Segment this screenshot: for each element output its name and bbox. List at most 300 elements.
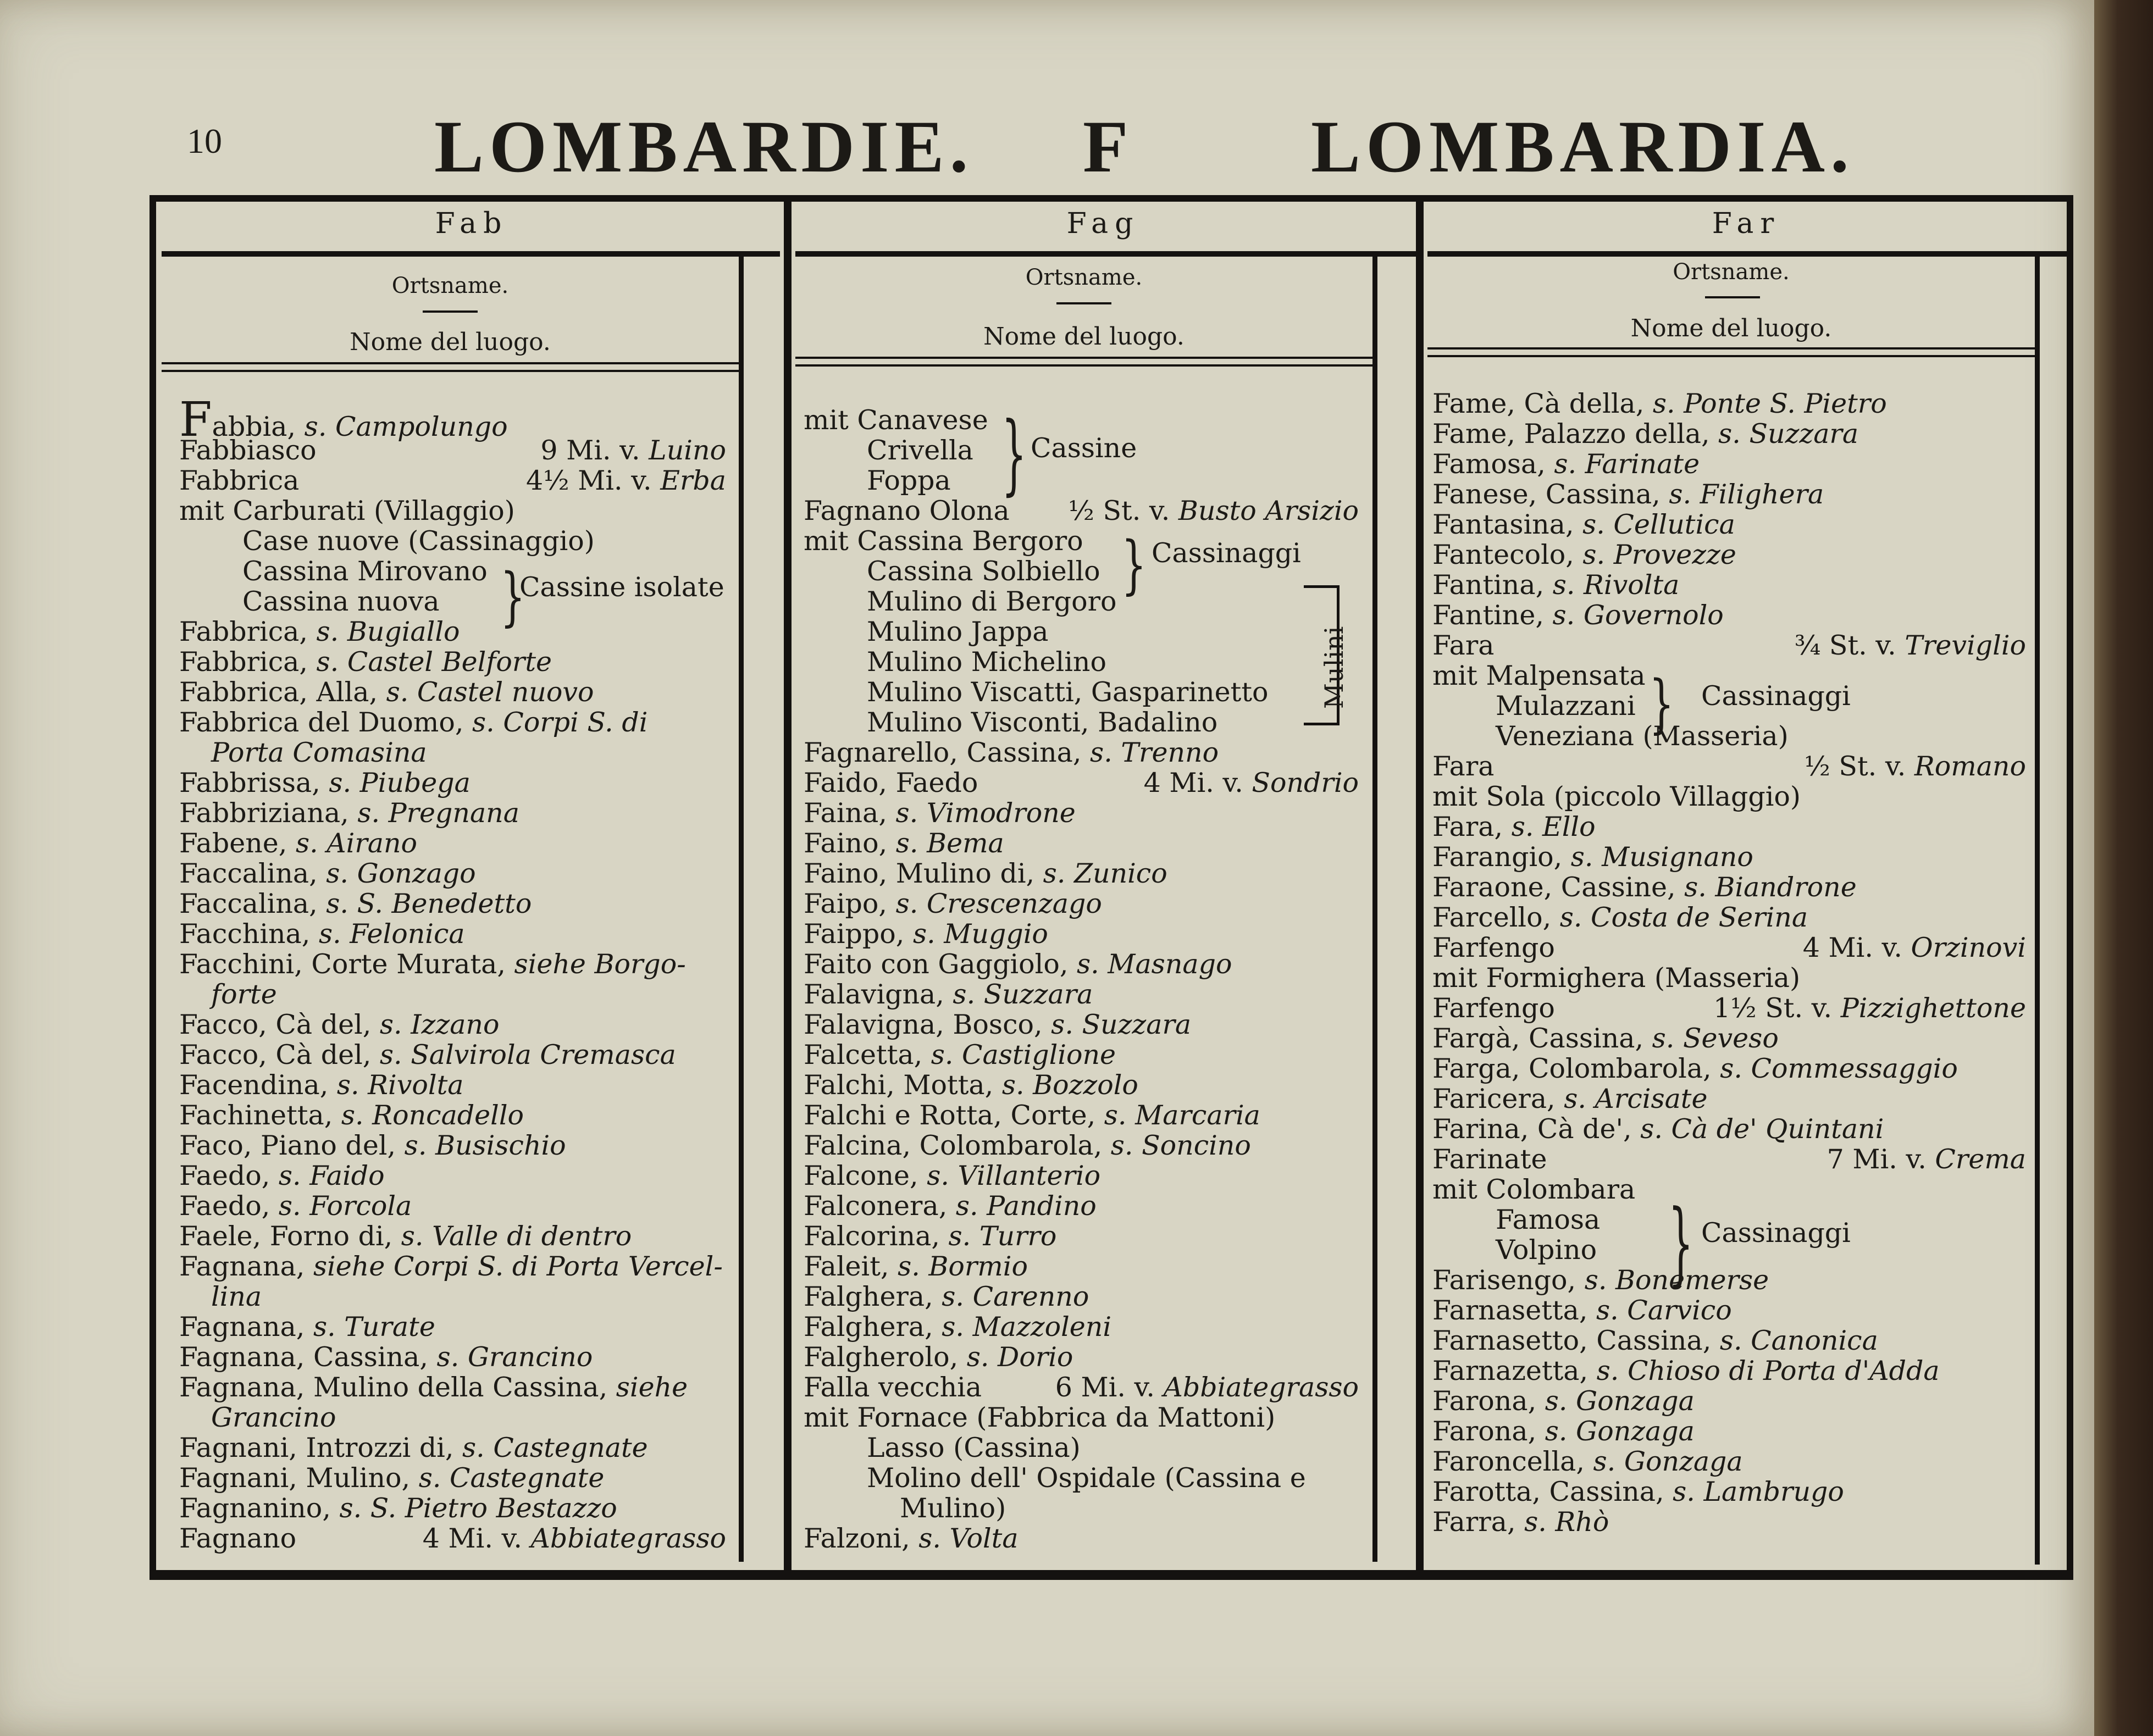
entry-row — [1432, 509, 2026, 540]
entry-name: Falgherolo, — [804, 1341, 959, 1373]
heading-double-rule — [795, 357, 1374, 367]
entry-name: Crivella — [867, 435, 973, 466]
entry-name: Falghera, — [804, 1311, 933, 1343]
entry-row — [1432, 963, 2026, 993]
entry-reference: s. Pandino — [955, 1190, 1097, 1222]
column-title: Fag — [1066, 207, 1140, 240]
entry-name: Faippo, — [804, 918, 905, 950]
entry-name: Farona, — [1432, 1385, 1537, 1417]
entry-name: mit Cassina Bergoro — [804, 525, 1083, 557]
distance-place: Sondrio — [1252, 767, 1359, 798]
entry-name: mit Carburati (Villaggio) — [179, 495, 515, 526]
entry-name: Fantasina, — [1432, 509, 1574, 540]
brace-label: Cassinaggi — [1701, 680, 1851, 712]
distance-place: Erba — [660, 465, 726, 496]
entry-name: Cassina nuova — [242, 586, 440, 617]
entry-row — [804, 405, 1359, 435]
entry-name: Fagnani, Mulino, — [179, 1462, 411, 1494]
entry-name: Fabbrica, Alla, — [179, 676, 378, 708]
entry-row — [804, 1191, 1359, 1221]
entry-reference: s. Bema — [895, 828, 1004, 859]
entry-reference: s. Rhò — [1524, 1506, 1609, 1538]
entry-row — [804, 647, 1359, 677]
inner-rule — [739, 254, 744, 1562]
entry-reference: siehe — [616, 1372, 688, 1403]
column-fag — [787, 202, 1419, 1570]
heading-rule — [1705, 296, 1760, 298]
entry-reference: s. Bugiallo — [316, 616, 460, 647]
entry-row — [1432, 872, 2026, 902]
entry-list — [804, 405, 1359, 1554]
entry-name: mit Fornace (Fabbrica da Mattoni) — [804, 1402, 1276, 1433]
entry-row — [804, 889, 1359, 919]
entry-name: Fanese, Cassina, — [1432, 479, 1661, 510]
entry-row — [1432, 479, 2026, 509]
entry-name: Fagnana, — [179, 1311, 305, 1343]
entry-row — [804, 1523, 1359, 1554]
entry-name: Faraone, Cassine, — [1432, 872, 1676, 903]
entry-row — [1432, 1507, 2026, 1537]
entry-name: Farnasetta, — [1432, 1295, 1588, 1326]
entry-reference: s. Turate — [313, 1311, 435, 1343]
entry-name: Fantine, — [1432, 600, 1544, 631]
book-gutter — [2094, 0, 2153, 1736]
entry-reference: s. Volta — [918, 1523, 1019, 1554]
entry-name: Fabbriziana, — [179, 797, 349, 829]
entry-reference: s. Vimodrone — [895, 797, 1076, 829]
entry-distance — [1795, 630, 2026, 661]
entry-reference: s. Felonica — [318, 918, 465, 950]
entry-name: Facchina, — [179, 918, 311, 950]
entry-name: Faito con Gaggiolo, — [804, 949, 1069, 980]
title-rule — [162, 251, 780, 257]
entry-reference: s. Marcaria — [1104, 1100, 1260, 1131]
entry-row — [179, 1312, 726, 1342]
entry-reference: s. Rivolta — [1552, 569, 1680, 601]
distance-value: 6 Mi. v. — [1055, 1372, 1164, 1403]
entry-row — [1432, 781, 2026, 812]
entry-reference: s. Suzzara — [953, 979, 1093, 1010]
entry-name: Mulazzani — [1496, 690, 1636, 722]
entry-name: Fagnana, Cassina, — [179, 1341, 428, 1373]
entry-name: Falconera, — [804, 1190, 948, 1222]
entry-name: mit Canavese — [804, 404, 988, 436]
entry-name: Falcina, Colombarola, — [804, 1130, 1103, 1161]
entry-name: Fabbrica — [179, 465, 300, 496]
entry-reference: s. Izzano — [379, 1009, 500, 1040]
entry-name: Falcetta, — [804, 1039, 923, 1071]
entry-name: Facco, Cà del, — [179, 1009, 372, 1040]
entry-name: abbia, — [212, 411, 296, 442]
entry-row — [804, 465, 1359, 496]
entry-reference: s. Lambrugo — [1673, 1476, 1844, 1507]
entry-reference: s. Valle di dentro — [401, 1221, 632, 1252]
entry-row — [804, 1130, 1359, 1161]
entry-row — [179, 1100, 726, 1130]
entry-row — [1432, 540, 2026, 570]
entry-name: Facco, Cà del, — [179, 1039, 372, 1071]
entry-name: Falzoni, — [804, 1523, 910, 1554]
brace-label: Cassinaggi — [1701, 1217, 1851, 1249]
distance-value: ½ St. v. — [1804, 751, 1914, 782]
entry-name: Farina, Cà de', — [1432, 1113, 1632, 1145]
entry-continuation: forte — [211, 979, 277, 1010]
entry-row — [804, 1282, 1359, 1312]
entry-reference: s. Villanterio — [927, 1160, 1101, 1191]
entry-name: mit Colombara — [1432, 1174, 1636, 1205]
entry-reference: s. Cellutica — [1582, 509, 1735, 540]
entry-reference: siehe Corpi S. di Porta Vercel- — [313, 1251, 723, 1282]
entry-row — [179, 889, 726, 919]
entry-row — [1432, 1023, 2026, 1053]
entry-distance — [1055, 1372, 1359, 1402]
entry-name: mit Sola (piccolo Villaggio) — [1432, 781, 1801, 812]
entry-row — [1432, 1053, 2026, 1084]
entry-name: Farra, — [1432, 1506, 1516, 1538]
column-fab — [156, 202, 787, 1570]
brace-cassinaggi-farinate: } — [1668, 1190, 1693, 1296]
entry-name: Fagnani, Introzzi di, — [179, 1432, 454, 1463]
entry-name: mit Malpensata — [1432, 660, 1646, 691]
entry-row — [179, 1372, 726, 1402]
entry-reference: s. Turro — [948, 1221, 1057, 1252]
entry-reference: s. Castel nuovo — [386, 676, 594, 708]
entry-name: Mulino Visconti, Badalino — [867, 707, 1218, 738]
entry-reference: s. Gonzago — [326, 858, 476, 889]
entry-reference: s. Rivolta — [336, 1069, 464, 1101]
distance-value: 4 Mi. v. — [1802, 932, 1911, 963]
entry-row — [1432, 1416, 2026, 1446]
entry-name: Mulino Michelino — [867, 646, 1106, 678]
column-far — [1419, 202, 2073, 1570]
entry-row — [1432, 389, 2026, 419]
entry-reference: s. Salvirola Cremasca — [379, 1039, 676, 1071]
entry-row — [804, 949, 1359, 979]
entry-reference: s. Zunico — [1043, 858, 1167, 889]
entry-name: Farfengo — [1432, 932, 1555, 963]
entry-name: Faco, Piano del, — [179, 1130, 396, 1161]
entry-row — [179, 392, 726, 447]
entry-reference: s. Ponte S. Pietro — [1652, 388, 1887, 419]
entry-row — [179, 737, 726, 768]
entry-reference: s. Castiglione — [931, 1039, 1116, 1071]
entry-name: Faccalina, — [179, 888, 318, 919]
entry-row — [804, 496, 1359, 526]
entry-reference: s. Bonemerse — [1584, 1264, 1769, 1296]
entry-row — [179, 707, 726, 737]
entry-reference: s. Gonzaga — [1545, 1416, 1695, 1447]
mulini-label: Mulini — [1319, 626, 1349, 709]
entry-reference: siehe Borgo- — [514, 949, 686, 980]
entry-row — [1432, 812, 2026, 842]
title-rule — [1427, 251, 2071, 257]
entry-name: Faina, — [804, 797, 887, 829]
entry-row — [804, 677, 1359, 707]
entry-row — [179, 798, 726, 828]
entry-name: Fargà, Cassina, — [1432, 1023, 1644, 1054]
entry-reference: s. Faido — [278, 1160, 385, 1191]
entry-distance — [1144, 768, 1359, 798]
entry-row — [1432, 630, 2026, 661]
entry-row — [179, 1523, 726, 1554]
entry-row — [179, 919, 726, 949]
entry-reference: s. Commessaggio — [1720, 1053, 1958, 1084]
entry-row — [1432, 1325, 2026, 1356]
entry-distance — [1827, 1144, 2026, 1174]
entry-continuation: lina — [211, 1281, 262, 1312]
entry-row — [1432, 1477, 2026, 1507]
entry-name: Faino, Mulino di, — [804, 858, 1035, 889]
entry-row — [1432, 1386, 2026, 1416]
distance-value: 4 Mi. v. — [422, 1523, 531, 1554]
entry-reference: s. Roncadello — [341, 1100, 524, 1131]
entry-row — [804, 1010, 1359, 1040]
entry-reference: s. Suzzara — [1718, 418, 1859, 450]
entry-row — [804, 768, 1359, 798]
entry-name: Fagnano — [179, 1523, 297, 1554]
entry-distance — [423, 1523, 726, 1554]
entry-reference: s. Castel Belforte — [316, 646, 552, 678]
entry-name: Foppa — [867, 465, 951, 496]
entry-name: Fara, — [1432, 811, 1503, 842]
entry-name: Faido, Faedo — [804, 767, 978, 798]
entry-reference: s. Cà de' Quintani — [1640, 1113, 1884, 1145]
entry-name: Volpino — [1496, 1234, 1597, 1266]
entry-distance — [1803, 933, 2026, 963]
entry-row — [179, 1161, 726, 1191]
distance-place: Treviglio — [1905, 630, 2026, 661]
entry-row — [1432, 600, 2026, 630]
distance-place: Abbiategrasso — [1163, 1372, 1359, 1403]
entry-row — [1432, 1295, 2026, 1325]
entry-row — [804, 858, 1359, 889]
entry-row — [179, 1463, 726, 1493]
entry-name: Fabbrica, — [179, 616, 308, 647]
entry-name: Farotta, Cassina, — [1432, 1476, 1664, 1507]
entry-row — [1432, 902, 2026, 933]
entry-distance — [1804, 751, 2026, 781]
heading-rule — [423, 310, 478, 313]
entry-reference: s. Carenno — [942, 1281, 1089, 1312]
entry-reference: s. Canonica — [1719, 1325, 1878, 1356]
entry-row — [179, 677, 726, 707]
entry-name: Faricera, — [1432, 1083, 1556, 1114]
entry-reference: s. Bozzolo — [1001, 1069, 1138, 1101]
entry-row — [804, 707, 1359, 737]
entry-reference: s. Provezze — [1582, 539, 1736, 570]
entry-reference: s. S. Benedetto — [326, 888, 532, 919]
entry-row — [1432, 1265, 2026, 1295]
entry-name: Fagnana, Mulino della Cassina, — [179, 1372, 608, 1403]
header-letter: F — [1083, 106, 1134, 188]
entry-reference: s. Governolo — [1552, 600, 1724, 631]
gazetteer-table — [150, 195, 2073, 1580]
entry-row — [179, 1342, 726, 1372]
entry-name: Fabbrica del Duomo, — [179, 707, 464, 738]
entry-name: Farnasetto, Cassina, — [1432, 1325, 1712, 1356]
entry-row — [804, 1251, 1359, 1282]
brace-label: Cassine isolate — [519, 572, 724, 603]
entry-row — [179, 526, 726, 556]
entry-row — [1432, 933, 2026, 963]
nome-heading: Nome del luogo. — [350, 328, 551, 356]
entry-name: Faccalina, — [179, 858, 318, 889]
entry-row — [179, 465, 726, 496]
distance-place: Abbiategrasso — [530, 1523, 726, 1554]
entry-row — [179, 496, 726, 526]
entry-name: Farisengo, — [1432, 1264, 1576, 1296]
entry-row — [179, 1130, 726, 1161]
entry-reference: s. Forcola — [278, 1190, 412, 1222]
distance-value: 9 Mi. v. — [540, 435, 649, 466]
entry-name: mit Formighera (Masseria) — [1432, 962, 1801, 994]
ortsname-heading: Ortsname. — [391, 273, 509, 298]
entry-row — [179, 1191, 726, 1221]
entry-row — [804, 1070, 1359, 1100]
entry-name: Fagnano Olona — [804, 495, 1010, 526]
brace-label: Cassine — [1031, 432, 1137, 464]
entry-row — [804, 586, 1359, 617]
brace-label: Cassinaggi — [1152, 537, 1301, 569]
entry-row — [1432, 751, 2026, 781]
entry-continuation: Mulino) — [900, 1493, 1006, 1524]
distance-place: Crema — [1935, 1144, 2026, 1175]
distance-place: Busto Arsizio — [1178, 495, 1359, 526]
entry-row — [179, 1040, 726, 1070]
entry-reference: s. Gonzaga — [1545, 1385, 1695, 1417]
column-title: Fab — [435, 207, 508, 240]
entry-reference: s. Bormio — [898, 1251, 1028, 1282]
entry-row — [179, 828, 726, 858]
entry-row — [804, 1493, 1359, 1523]
brace-cassine: } — [1001, 403, 1027, 504]
distance-value: ½ St. v. — [1068, 495, 1178, 526]
entry-distance — [1068, 496, 1359, 526]
entry-row — [179, 1493, 726, 1523]
entry-reference: s. Biandrone — [1684, 872, 1857, 903]
distance-value: 4½ Mi. v. — [525, 465, 661, 496]
entry-reference: s. Airano — [295, 828, 418, 859]
entry-row — [179, 1070, 726, 1100]
entry-name: Falavigna, — [804, 979, 944, 1010]
entry-name: Facendina, — [179, 1069, 329, 1101]
entry-row — [179, 1221, 726, 1251]
entry-reference: s. Seveso — [1652, 1023, 1779, 1054]
entry-name: Fara — [1432, 751, 1495, 782]
entry-name: Fagnanino, — [179, 1493, 331, 1524]
distance-place: Luino — [649, 435, 726, 466]
entry-row — [179, 1282, 726, 1312]
entry-reference: s. Campolungo — [304, 411, 508, 442]
entry-name: Falcone, — [804, 1160, 918, 1191]
entry-reference: s. Filighera — [1669, 479, 1824, 510]
entry-name: Fabbrissa, — [179, 767, 320, 798]
entry-name: Cassina Solbiello — [867, 556, 1100, 587]
distance-place: Orzinovi — [1911, 932, 2026, 963]
entry-reference: s. Arcisate — [1564, 1083, 1708, 1114]
entry-list — [1432, 389, 2026, 1537]
entry-name: Fagnarello, Cassina, — [804, 737, 1082, 768]
entry-name: Fabbiasco — [179, 435, 317, 466]
column-title: Far — [1712, 207, 1781, 240]
entry-reference: s. Grancino — [436, 1341, 593, 1373]
entry-name: Faino, — [804, 828, 888, 859]
entry-row — [1432, 1114, 2026, 1144]
entry-name: Cassina Mirovano — [242, 556, 488, 587]
entry-name: Fabene, — [179, 828, 287, 859]
entry-reference: s. Costa de Serina — [1559, 902, 1808, 933]
entry-row — [179, 979, 726, 1010]
entry-name: Faroncella, — [1432, 1446, 1585, 1477]
title-rule — [795, 251, 1416, 257]
entry-name: Farfengo — [1432, 992, 1555, 1024]
entry-name: Faele, Forno di, — [179, 1221, 393, 1252]
entry-name: Fame, Palazzo della, — [1432, 418, 1710, 450]
entry-continuation: Grancino — [211, 1402, 336, 1433]
entry-row — [804, 1312, 1359, 1342]
entry-name: Falchi, Motta, — [804, 1069, 994, 1101]
entry-row — [804, 1040, 1359, 1070]
page-number: 10 — [187, 121, 222, 160]
entry-name: Falla vecchia — [804, 1372, 982, 1403]
entry-name: Molino dell' Ospidale (Cassina e — [867, 1462, 1306, 1494]
entry-row — [1432, 570, 2026, 600]
entry-reference: s. S. Pietro Bestazzo — [339, 1493, 617, 1524]
header-title-german: LOMBARDIE. — [434, 106, 974, 188]
entry-name: Farinate — [1432, 1144, 1547, 1175]
entry-distance — [1713, 993, 2026, 1023]
entry-name: Farcello, — [1432, 902, 1552, 933]
entry-reference: s. Muggio — [912, 918, 1048, 950]
entry-name: Faleit, — [804, 1251, 889, 1282]
entry-row — [179, 1251, 726, 1282]
heading-rule — [1056, 302, 1111, 304]
entry-row — [1432, 1144, 2026, 1174]
header-title-italian: LOMBARDIA. — [1311, 106, 1855, 188]
entry-row — [804, 1342, 1359, 1372]
entry-name: Farnazetta, — [1432, 1355, 1589, 1386]
entry-row — [1432, 419, 2026, 449]
nome-heading: Nome del luogo. — [983, 323, 1185, 351]
brace-cassinaggi: } — [1121, 528, 1147, 602]
entry-row — [1432, 721, 2026, 751]
entry-name: Faipo, — [804, 888, 888, 919]
entry-name: Faedo, — [179, 1160, 270, 1191]
entry-reference: s. Dorio — [966, 1341, 1073, 1373]
entry-name: Lasso (Cassina) — [867, 1432, 1081, 1463]
entry-row — [1432, 1446, 2026, 1477]
entry-row — [1432, 842, 2026, 872]
brace-cassine-isolate: } — [500, 559, 525, 634]
entry-name: Fabbrica, — [179, 646, 308, 678]
entry-row — [179, 858, 726, 889]
entry-reference: s. Suzzara — [1051, 1009, 1192, 1040]
entry-name: Falcorina, — [804, 1221, 940, 1252]
entry-name: Facchini, Corte Murata, — [179, 949, 506, 980]
entry-row — [1432, 993, 2026, 1023]
entry-reference: s. Musignano — [1570, 841, 1753, 873]
drop-initial: F — [179, 392, 212, 447]
entry-row — [1432, 1356, 2026, 1386]
entry-row — [179, 617, 726, 647]
entry-name: Mulino di Bergoro — [867, 586, 1117, 617]
entry-reference: s. Ello — [1511, 811, 1596, 842]
entry-row — [179, 1402, 726, 1433]
entry-continuation: Porta Comasina — [211, 737, 427, 768]
distance-value: ¾ St. v. — [1794, 630, 1905, 661]
entry-reference: s. Corpi S. di — [472, 707, 648, 738]
entry-reference: s. Trenno — [1090, 737, 1219, 768]
